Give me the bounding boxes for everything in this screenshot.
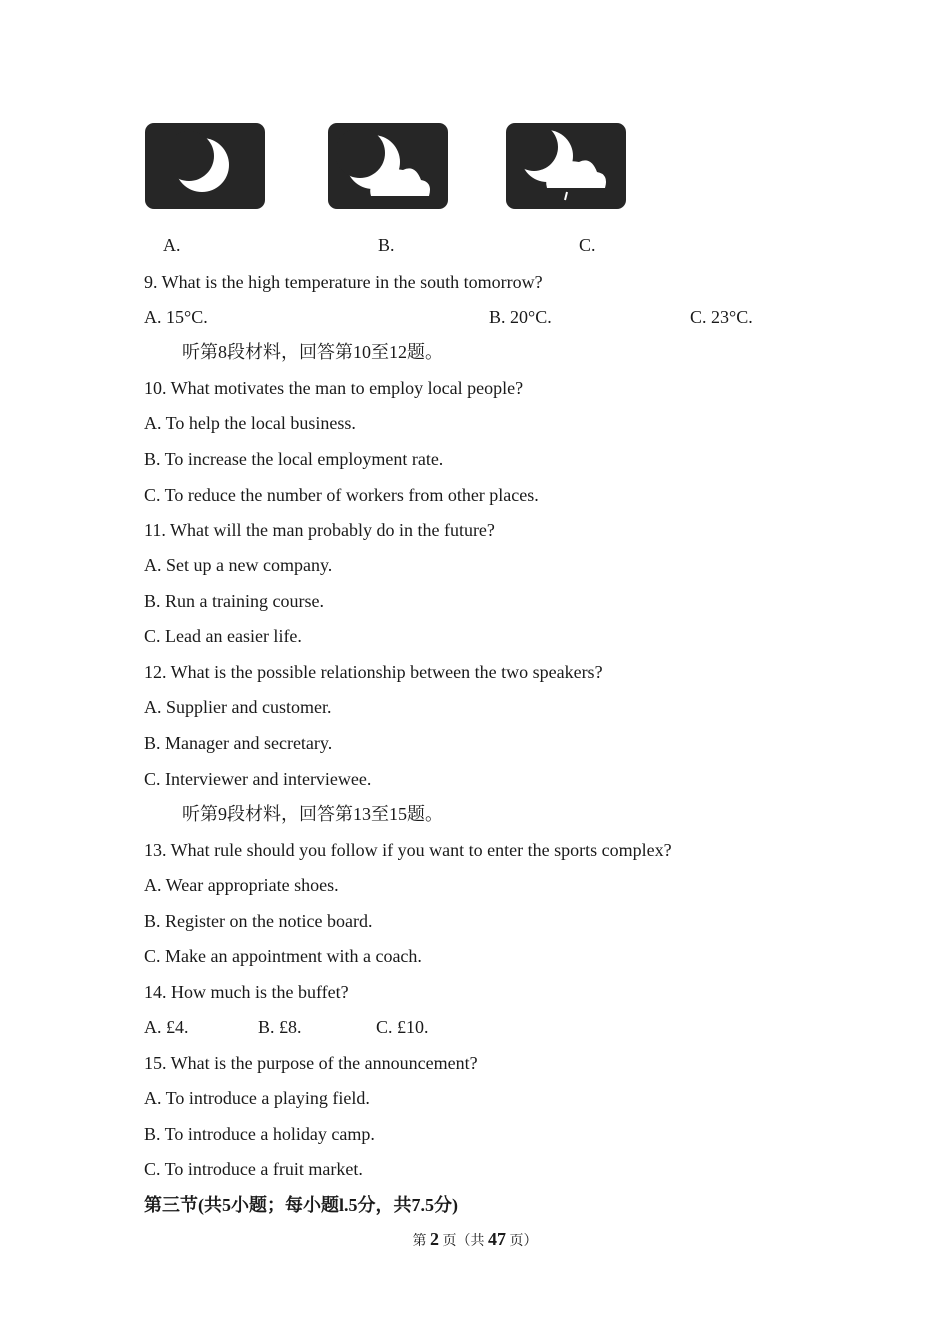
footer-middle: 页（共 [442,1234,485,1249]
footer-suffix: 页） [509,1234,538,1249]
q9-option-a: A. 15°C. [144,307,208,327]
q14-option-c: C. £10. [376,1017,429,1037]
weather-options [144,122,634,214]
question-14-options [144,1016,429,1038]
question-9-options [144,306,753,328]
question-14: 14. How much is the buffet? [144,982,349,1002]
q13-option-c: C. Make an appointment with a coach. [144,946,422,966]
moon-icon [144,122,266,212]
q12-option-a: A. Supplier and customer. [144,697,332,717]
question-13: 13. What rule should you follow if you want to enter the sports complex? [144,840,672,860]
q15-option-a: A. To introduce a playing field. [144,1088,370,1108]
question-11: 11. What will the man probably do in the future? [144,520,495,540]
q14-option-a: A. £4. [144,1017,189,1037]
q11-option-c: C. Lead an easier life. [144,626,302,646]
total-pages: 47 [488,1229,506,1249]
q15-option-c: C. To introduce a fruit market. [144,1159,363,1179]
option-a-label: A. [163,235,181,255]
q9-option-b: B. 20°C. [489,307,552,327]
page-number: 2 [430,1229,439,1249]
question-12: 12. What is the possible relationship between the two speakers? [144,662,603,682]
q12-option-b: B. Manager and secretary. [144,733,333,753]
q15-option-b: B. To introduce a holiday camp. [144,1124,375,1144]
section-8-instruction: 听第8段材料，回答第10至12题。 [182,342,443,362]
q9-option-c: C. 23°C. [690,307,753,327]
question-10: 10. What motivates the man to employ local people? [144,378,524,398]
q10-option-a: A. To help the local business. [144,413,356,433]
q12-option-c: C. Interviewer and interviewee. [144,769,372,789]
q10-option-b: B. To increase the local employment rate. [144,449,444,469]
footer-prefix: 第 [412,1234,427,1249]
option-b-label: B. [378,235,395,255]
q10-option-c: C. To reduce the number of workers from other places. [144,485,539,505]
q11-option-b: B. Run a training course. [144,591,324,611]
option-c-label: C. [579,235,596,255]
q14-option-b: B. £8. [258,1017,302,1037]
question-9: 9. What is the high temperature in the south tomorrow? [144,272,543,292]
q13-option-a: A. Wear appropriate shoes. [144,875,339,895]
q11-option-a: A. Set up a new company. [144,555,333,575]
question-15: 15. What is the purpose of the announcement? [144,1053,478,1073]
page-footer [0,1229,950,1250]
q13-option-b: B. Register on the notice board. [144,911,373,931]
moon-cloud-icon [327,122,449,212]
section-heading: 第三节(共5小题；每小题l.5分，共7.5分) [144,1195,458,1215]
section-9-instruction: 听第9段材料，回答第13至15题。 [182,804,443,824]
moon-cloud-rain-icon [505,122,627,212]
